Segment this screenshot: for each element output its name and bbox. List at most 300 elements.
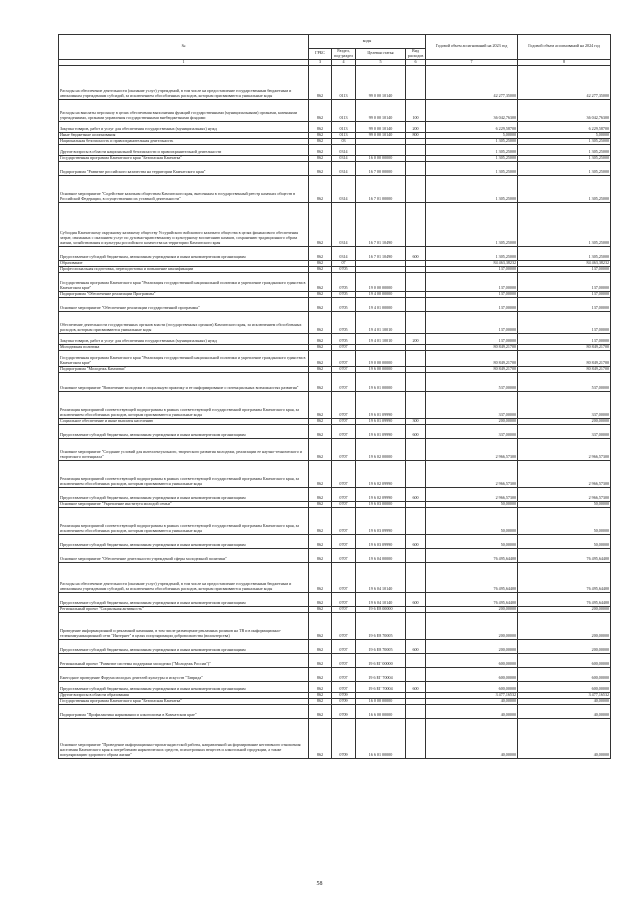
row-grbs: 862 — [309, 487, 332, 501]
row-expense-type — [406, 311, 426, 333]
row-section: 0707 — [332, 460, 356, 487]
row-amount-2024: 137,00000 — [518, 333, 611, 344]
row-grbs: 862 — [309, 132, 332, 138]
table-row — [59, 333, 611, 344]
table-row — [59, 272, 611, 291]
row-expense-type — [406, 272, 426, 291]
row-grbs: 862 — [309, 311, 332, 333]
table-row — [59, 704, 611, 718]
table-row — [59, 487, 611, 501]
row-target-article: 19 4 01 00000 — [356, 297, 406, 311]
row-name: Образование — [59, 260, 309, 266]
row-target-article: 19 0 00 00000 — [356, 272, 406, 291]
row-grbs: 862 — [309, 391, 332, 418]
row-name: Национальная безопасность и правоохранительная деятельность — [59, 138, 309, 144]
row-grbs: 862 — [309, 121, 332, 132]
row-target-article: 16 6 00 00000 — [356, 704, 406, 718]
row-amount-2023: 6 229,58700 — [426, 121, 518, 132]
row-section: 0707 — [332, 612, 356, 639]
row-name: Подпрограмма "Профилактика наркомании и алкоголизма в Камчатском крае" — [59, 704, 309, 718]
row-target-article: 16 7 01 10490 — [356, 202, 406, 246]
row-amount-2024: 337,00000 — [518, 391, 611, 418]
row-target-article: 16 0 00 00000 — [356, 155, 406, 161]
table-row — [59, 391, 611, 418]
row-expense-type: 300 — [406, 418, 426, 424]
table-row — [59, 161, 611, 175]
row-grbs: 862 — [309, 562, 332, 592]
row-amount-2024: 42 277,35000 — [518, 65, 611, 99]
row-amount-2024: 1 305,25000 — [518, 138, 611, 144]
row-target-article: 19 0 00 00000 — [356, 350, 406, 366]
row-amount-2023: 600,00000 — [426, 681, 518, 692]
row-section: 0707 — [332, 681, 356, 692]
row-section: 0705 — [332, 272, 356, 291]
table-row — [59, 202, 611, 246]
row-name: Предоставление субсидий бюджетным, автономным учреждениям и иным некоммерческим организациям — [59, 592, 309, 606]
row-amount-2024: 137,00000 — [518, 297, 611, 311]
row-section: 0707 — [332, 366, 356, 372]
row-amount-2023: 2 966,57300 — [426, 438, 518, 460]
row-expense-type — [406, 653, 426, 667]
table-row — [59, 424, 611, 438]
row-amount-2023: 50,00000 — [426, 534, 518, 548]
row-name: Основное мероприятие "Укрепление института молодой семьи" — [59, 501, 309, 507]
row-expense-type: 600 — [406, 246, 426, 260]
row-target-article: 16 7 00 00000 — [356, 161, 406, 175]
row-amount-2024: 137,00000 — [518, 311, 611, 333]
column-number: 7 — [426, 59, 518, 65]
row-amount-2024: 137,00000 — [518, 266, 611, 272]
row-name: Государственная программа Камчатского края "Безопасная Камчатка" — [59, 155, 309, 161]
row-amount-2024: 50,00000 — [518, 507, 611, 534]
row-grbs: 862 — [309, 297, 332, 311]
row-section: 0707 — [332, 350, 356, 366]
row-section: 0709 — [332, 698, 356, 704]
row-expense-type: 200 — [406, 121, 426, 132]
row-section: 0707 — [332, 653, 356, 667]
row-amount-2023: 1 305,25000 — [426, 175, 518, 202]
row-amount-2023: 1 305,25000 — [426, 155, 518, 161]
row-section: 0705 — [332, 297, 356, 311]
row-grbs: 862 — [309, 366, 332, 372]
row-amount-2023: 2 966,57300 — [426, 487, 518, 501]
row-name: Государственная программа Камчатского края "Безопасная Камчатка" — [59, 698, 309, 704]
row-target-article: 19 4 01 10010 — [356, 311, 406, 333]
row-amount-2024: 5,00000 — [518, 132, 611, 138]
row-amount-2023: 84 463,38232 — [426, 260, 518, 266]
row-name: Основное мероприятие "Создание условий для интеллектуального, творческого развития молодежи, реализации ее научно-технического и творческого потенциала" — [59, 438, 309, 460]
column-number: 1 — [59, 59, 309, 65]
row-target-article: 19 6 E8 00000 — [356, 606, 406, 612]
row-name: Молодежная политика — [59, 344, 309, 350]
row-name: Профессиональная подготовка, переподготовка и повышение квалификации — [59, 266, 309, 272]
row-grbs: 862 — [309, 65, 332, 99]
row-expense-type: 600 — [406, 681, 426, 692]
row-expense-type: 800 — [406, 132, 426, 138]
row-grbs: 862 — [309, 344, 332, 350]
row-target-article: 19 4 01 10010 — [356, 333, 406, 344]
row-target-article: 19 6 EГ 70004 — [356, 681, 406, 692]
row-section: 03 — [332, 138, 356, 144]
row-section: 0707 — [332, 438, 356, 460]
row-grbs: 862 — [309, 424, 332, 438]
row-amount-2024: 1 305,25000 — [518, 144, 611, 155]
row-amount-2023: 200,00000 — [426, 418, 518, 424]
row-name: Предоставление субсидий бюджетным, автономным учреждениям и иным некоммерческим организациям — [59, 681, 309, 692]
row-expense-type — [406, 391, 426, 418]
row-target-article: 19 6 E8 70005 — [356, 612, 406, 639]
row-name: Проведение информационной и рекламной кампании, в том числе размещение рекламных роликов на ТВ и в информационно-телекоммуникационной сети "Интернет" в целях популяризации добровольчества (волонтерства) — [59, 612, 309, 639]
row-amount-2023: 40,00000 — [426, 704, 518, 718]
row-amount-2024: 2 966,57300 — [518, 460, 611, 487]
row-section: 0314 — [332, 161, 356, 175]
row-expense-type — [406, 718, 426, 758]
row-amount-2024: 40,00000 — [518, 718, 611, 758]
row-name: Другие вопросы в области национальной безопасности и правоохранительной деятельности — [59, 144, 309, 155]
row-amount-2023: 537,00000 — [426, 372, 518, 391]
row-target-article: 19 6 02 09990 — [356, 487, 406, 501]
row-expense-type — [406, 350, 426, 366]
row-amount-2023: 36 042,76300 — [426, 99, 518, 121]
column-number: 6 — [406, 59, 426, 65]
row-expense-type — [406, 297, 426, 311]
table-row — [59, 372, 611, 391]
table-row — [59, 681, 611, 692]
row-name: Подпрограмма "Обеспечение реализации Программы" — [59, 291, 309, 297]
row-expense-type: 600 — [406, 487, 426, 501]
row-amount-2024: 76 495,64400 — [518, 562, 611, 592]
row-section: 0314 — [332, 144, 356, 155]
header-expense-type: Вид расходов — [406, 49, 426, 60]
header-target-article: Целевая статья — [356, 49, 406, 60]
table-row — [59, 534, 611, 548]
row-amount-2024: 1 305,25000 — [518, 202, 611, 246]
table-row — [59, 297, 611, 311]
row-section: 0705 — [332, 333, 356, 344]
row-target-article: 19 6 EГ 00000 — [356, 653, 406, 667]
row-amount-2024: 80 849,21700 — [518, 344, 611, 350]
row-name: Расходы на обеспечение деятельности (оказание услуг) учреждений, в том числе на предоставление государственным бюджетным и автономным учреждениям субсидий, за исключением обособленных расходов, которым присваиваются уникальные коды — [59, 562, 309, 592]
row-target-article: 19 6 03 09990 — [356, 507, 406, 534]
row-amount-2023: 1 305,25000 — [426, 144, 518, 155]
row-target-article: 19 4 00 00000 — [356, 291, 406, 297]
row-section: 0705 — [332, 266, 356, 272]
row-name: Основное мероприятие "Обеспечение реализации государственной программы" — [59, 297, 309, 311]
row-section: 0707 — [332, 487, 356, 501]
row-grbs: 862 — [309, 681, 332, 692]
row-grbs: 862 — [309, 99, 332, 121]
row-target-article: 19 6 02 09990 — [356, 460, 406, 487]
row-expense-type: 100 — [406, 99, 426, 121]
row-section: 0113 — [332, 121, 356, 132]
row-amount-2023: 5,00000 — [426, 132, 518, 138]
row-target-article: 19 6 00 00000 — [356, 366, 406, 372]
row-target-article: 19 6 04 00000 — [356, 548, 406, 562]
row-section: 0314 — [332, 246, 356, 260]
row-expense-type — [406, 460, 426, 487]
row-name: Подпрограмма "Развитие российского казачества на территории Камчатского края" — [59, 161, 309, 175]
row-section: 0707 — [332, 606, 356, 612]
row-amount-2024: 50,00000 — [518, 534, 611, 548]
row-amount-2023: 337,00000 — [426, 424, 518, 438]
row-amount-2023: 1 305,25000 — [426, 161, 518, 175]
row-expense-type — [406, 562, 426, 592]
row-target-article: 19 6 04 10140 — [356, 562, 406, 592]
row-amount-2024: 80 849,21700 — [518, 350, 611, 366]
row-section: 0707 — [332, 562, 356, 592]
row-section: 07 — [332, 260, 356, 266]
row-name: Основное мероприятие "Проведение информационно-пропагандистской работы, направленной на формирование негативного отношения населения Камчатского края к потреблению наркотических средств, психотропных веществ и алкогольной продукции, а также популяризацию здорового образа жизни" — [59, 718, 309, 758]
row-amount-2023: 600,00000 — [426, 667, 518, 681]
row-grbs: 862 — [309, 350, 332, 366]
row-amount-2024: 1 305,25000 — [518, 175, 611, 202]
row-grbs: 862 — [309, 548, 332, 562]
row-expense-type: 600 — [406, 639, 426, 653]
row-expense-type — [406, 372, 426, 391]
row-amount-2023: 337,00000 — [426, 391, 518, 418]
row-amount-2023: 80 849,21700 — [426, 350, 518, 366]
row-target-article: 99 0 00 10140 — [356, 121, 406, 132]
row-section: 0707 — [332, 548, 356, 562]
row-name: Субсидия Камчатскому окружному казачьему обществу Уссурийского войскового казачьего общества в целях финансового обеспечения затрат, связанных с оказанием услуг по духовно-нравственному и культурному воспитанию казаков, сохранению традиционного образа жизни, хозяйствования и культуры российского казачества на территории Камчатского края — [59, 202, 309, 246]
row-amount-2023: 137,00000 — [426, 266, 518, 272]
row-amount-2024: 600,00000 — [518, 653, 611, 667]
row-amount-2024: 2 966,57300 — [518, 438, 611, 460]
row-grbs: 862 — [309, 606, 332, 612]
row-amount-2023: 600,00000 — [426, 653, 518, 667]
row-target-article: 16 7 01 10490 — [356, 246, 406, 260]
row-target-article: 19 6 EГ 70004 — [356, 667, 406, 681]
row-amount-2023: 137,00000 — [426, 291, 518, 297]
column-number: 8 — [518, 59, 611, 65]
table-row — [59, 612, 611, 639]
row-expense-type — [406, 667, 426, 681]
row-section: 0113 — [332, 65, 356, 99]
row-amount-2024: 200,00000 — [518, 418, 611, 424]
row-target-article: 19 6 01 09990 — [356, 418, 406, 424]
row-amount-2023: 50,00000 — [426, 501, 518, 507]
row-section: 0707 — [332, 424, 356, 438]
row-amount-2023: 137,00000 — [426, 311, 518, 333]
row-amount-2024: 76 495,64400 — [518, 592, 611, 606]
row-name: Основное мероприятие "Содействие казачьим обществам Камчатского края, внесенным в государственный реестр казачьих обществ в Российской Федерации, в осуществлении их уставной деятельности" — [59, 175, 309, 202]
row-amount-2023: 80 849,21700 — [426, 366, 518, 372]
row-amount-2024: 337,00000 — [518, 424, 611, 438]
row-grbs: 862 — [309, 698, 332, 704]
table-row — [59, 144, 611, 155]
row-name: Региональный проект "Социальная активность" — [59, 606, 309, 612]
table-row — [59, 175, 611, 202]
row-target-article: 19 6 03 09990 — [356, 534, 406, 548]
row-amount-2023: 137,00000 — [426, 297, 518, 311]
row-expense-type — [406, 704, 426, 718]
row-amount-2024: 50,00000 — [518, 501, 611, 507]
row-section: 0314 — [332, 202, 356, 246]
table-row — [59, 65, 611, 99]
table-row — [59, 460, 611, 487]
row-grbs: 862 — [309, 161, 332, 175]
row-section: 0707 — [332, 534, 356, 548]
row-name: Закупка товаров, работ и услуг для обеспечения государственных (муниципальных) нужд — [59, 121, 309, 132]
table-row — [59, 121, 611, 132]
row-target-article: 19 6 E8 70005 — [356, 639, 406, 653]
row-grbs: 862 — [309, 291, 332, 297]
row-target-article: 19 6 04 10140 — [356, 592, 406, 606]
row-grbs: 862 — [309, 266, 332, 272]
row-section: 0707 — [332, 344, 356, 350]
row-target-article: 99 0 00 10140 — [356, 99, 406, 121]
row-amount-2023: 1 305,25000 — [426, 138, 518, 144]
column-number: 4 — [332, 59, 356, 65]
row-grbs: 862 — [309, 692, 332, 698]
row-grbs: 862 — [309, 202, 332, 246]
header-year-2024: Годовой объем ассигнований на 2024 год — [518, 35, 611, 60]
row-expense-type — [406, 438, 426, 460]
row-name: Региональный проект "Развитие системы поддержки молодежи ("Молодежь России")" — [59, 653, 309, 667]
row-expense-type — [406, 161, 426, 175]
row-amount-2024: 40,00000 — [518, 704, 611, 718]
row-target-article: 99 0 00 10140 — [356, 65, 406, 99]
row-name: Реализация мероприятий соответствующей подпрограммы в рамках соответствующей государственной программы Камчатского края, за исключением обособленных расходов, которым присваиваются уникальные коды — [59, 507, 309, 534]
header-number: № — [59, 35, 309, 60]
row-amount-2023: 50,00000 — [426, 507, 518, 534]
row-grbs: 862 — [309, 653, 332, 667]
row-name: Предоставление субсидий бюджетным, автономным учреждениям и иным некоммерческим организациям — [59, 424, 309, 438]
row-target-article — [356, 144, 406, 155]
row-amount-2024: 84 463,38232 — [518, 260, 611, 266]
table-row — [59, 548, 611, 562]
table-row — [59, 562, 611, 592]
row-name: Государственная программа Камчатского края "Реализация государственной национальной политики и укрепление гражданского единства в Камчатском крае" — [59, 272, 309, 291]
row-expense-type — [406, 65, 426, 99]
row-grbs: 862 — [309, 144, 332, 155]
row-grbs: 862 — [309, 138, 332, 144]
row-section: 0705 — [332, 291, 356, 297]
table-body — [59, 59, 611, 758]
row-amount-2024: 1 305,25000 — [518, 161, 611, 175]
row-section: 0709 — [332, 718, 356, 758]
row-expense-type — [406, 144, 426, 155]
row-amount-2024: 537,00000 — [518, 372, 611, 391]
row-section: 0707 — [332, 507, 356, 534]
row-name: Социальное обеспечение и иные выплаты населению — [59, 418, 309, 424]
row-name: Другие вопросы в области образования — [59, 692, 309, 698]
row-amount-2023: 137,00000 — [426, 333, 518, 344]
row-section: 0707 — [332, 391, 356, 418]
row-expense-type — [406, 612, 426, 639]
row-amount-2024: 600,00000 — [518, 681, 611, 692]
row-target-article: 19 6 01 09990 — [356, 391, 406, 418]
row-expense-type: 600 — [406, 534, 426, 548]
row-section: 0707 — [332, 418, 356, 424]
row-name: Обеспечение деятельности государственных органов власти (государственных органов) Камчатского края, за исключением обособленных расходов, которым присваиваются уникальные коды — [59, 311, 309, 333]
row-expense-type: 600 — [406, 424, 426, 438]
table-row — [59, 311, 611, 333]
row-amount-2023: 76 495,64400 — [426, 592, 518, 606]
table-row — [59, 350, 611, 366]
row-grbs: 862 — [309, 272, 332, 291]
row-amount-2023: 80 849,21700 — [426, 344, 518, 350]
row-grbs: 862 — [309, 612, 332, 639]
row-amount-2024: 36 042,76300 — [518, 99, 611, 121]
row-grbs: 862 — [309, 438, 332, 460]
row-expense-type — [406, 202, 426, 246]
row-name: Предоставление субсидий бюджетным, автономным учреждениям и иным некоммерческим организациям — [59, 246, 309, 260]
row-expense-type — [406, 175, 426, 202]
row-grbs: 862 — [309, 260, 332, 266]
row-amount-2024: 200,00000 — [518, 639, 611, 653]
row-name: Основное мероприятие "Вовлечение молодежи в социальную практику и ее информирование о потенциальных возможностях развития" — [59, 372, 309, 391]
row-amount-2023: 3 477,16532 — [426, 692, 518, 698]
row-name: Предоставление субсидий бюджетным, автономным учреждениям и иным некоммерческим организациям — [59, 639, 309, 653]
row-target-article: 16 0 00 00000 — [356, 698, 406, 704]
row-section: 0314 — [332, 175, 356, 202]
row-amount-2024: 40,00000 — [518, 698, 611, 704]
row-section: 0314 — [332, 155, 356, 161]
row-grbs: 862 — [309, 246, 332, 260]
row-target-article: 99 0 00 10140 — [356, 132, 406, 138]
row-amount-2023: 2 966,57300 — [426, 460, 518, 487]
row-amount-2023: 137,00000 — [426, 272, 518, 291]
row-section: 0707 — [332, 639, 356, 653]
table-row — [59, 718, 611, 758]
row-name: Подпрограмма "Молодежь Камчатки" — [59, 366, 309, 372]
row-grbs: 862 — [309, 718, 332, 758]
table-row — [59, 639, 611, 653]
row-section: 0113 — [332, 99, 356, 121]
row-amount-2024: 1 305,25000 — [518, 246, 611, 260]
row-expense-type — [406, 548, 426, 562]
row-grbs: 862 — [309, 667, 332, 681]
row-name: Расходы на выплаты персоналу в целях обеспечения выполнения функций государственными (муниципальными) органами, казенными учреждениями, органами управления государственными внебюджетными фондами — [59, 99, 309, 121]
row-amount-2024: 76 495,64400 — [518, 548, 611, 562]
row-name: Реализация мероприятий соответствующей подпрограммы в рамках соответствующей государственной программы Камчатского края, за исключением обособленных расходов, которым присваиваются уникальные коды — [59, 391, 309, 418]
row-amount-2023: 40,00000 — [426, 718, 518, 758]
row-name: Реализация мероприятий соответствующей подпрограммы в рамках соответствующей государственной программы Камчатского края, за исключением обособленных расходов, которым присваиваются уникальные коды — [59, 460, 309, 487]
row-name: Государственная программа Камчатского края "Реализация государственной национальной политики и укрепление гражданского единства в Камчатском крае" — [59, 350, 309, 366]
row-amount-2023: 76 495,64400 — [426, 548, 518, 562]
header-codes-group: коды — [309, 35, 426, 49]
row-grbs: 862 — [309, 155, 332, 161]
row-grbs: 862 — [309, 418, 332, 424]
row-amount-2024: 3 477,16532 — [518, 692, 611, 698]
row-grbs: 862 — [309, 501, 332, 507]
table-header — [59, 35, 611, 60]
row-grbs: 862 — [309, 333, 332, 344]
row-target-article: 19 6 01 00000 — [356, 372, 406, 391]
table-row — [59, 592, 611, 606]
row-grbs: 862 — [309, 460, 332, 487]
row-section: 0707 — [332, 667, 356, 681]
row-amount-2024: 600,00000 — [518, 667, 611, 681]
row-section: 0709 — [332, 704, 356, 718]
row-grbs: 862 — [309, 704, 332, 718]
row-amount-2023: 76 495,64400 — [426, 562, 518, 592]
row-amount-2024: 137,00000 — [518, 272, 611, 291]
header-section: Раздел, под-раздел — [332, 49, 356, 60]
table-row — [59, 507, 611, 534]
row-expense-type — [406, 507, 426, 534]
column-number: 3 — [309, 59, 332, 65]
header-year-2023: Годовой объем ассигнований на 2023 год — [426, 35, 518, 60]
row-target-article: 19 6 03 00000 — [356, 501, 406, 507]
header-grbs: ГРБС — [309, 49, 332, 60]
row-section: 0707 — [332, 501, 356, 507]
row-amount-2024: 137,00000 — [518, 291, 611, 297]
row-amount-2023: 40,00000 — [426, 698, 518, 704]
row-amount-2023: 200,00000 — [426, 606, 518, 612]
row-grbs: 862 — [309, 175, 332, 202]
